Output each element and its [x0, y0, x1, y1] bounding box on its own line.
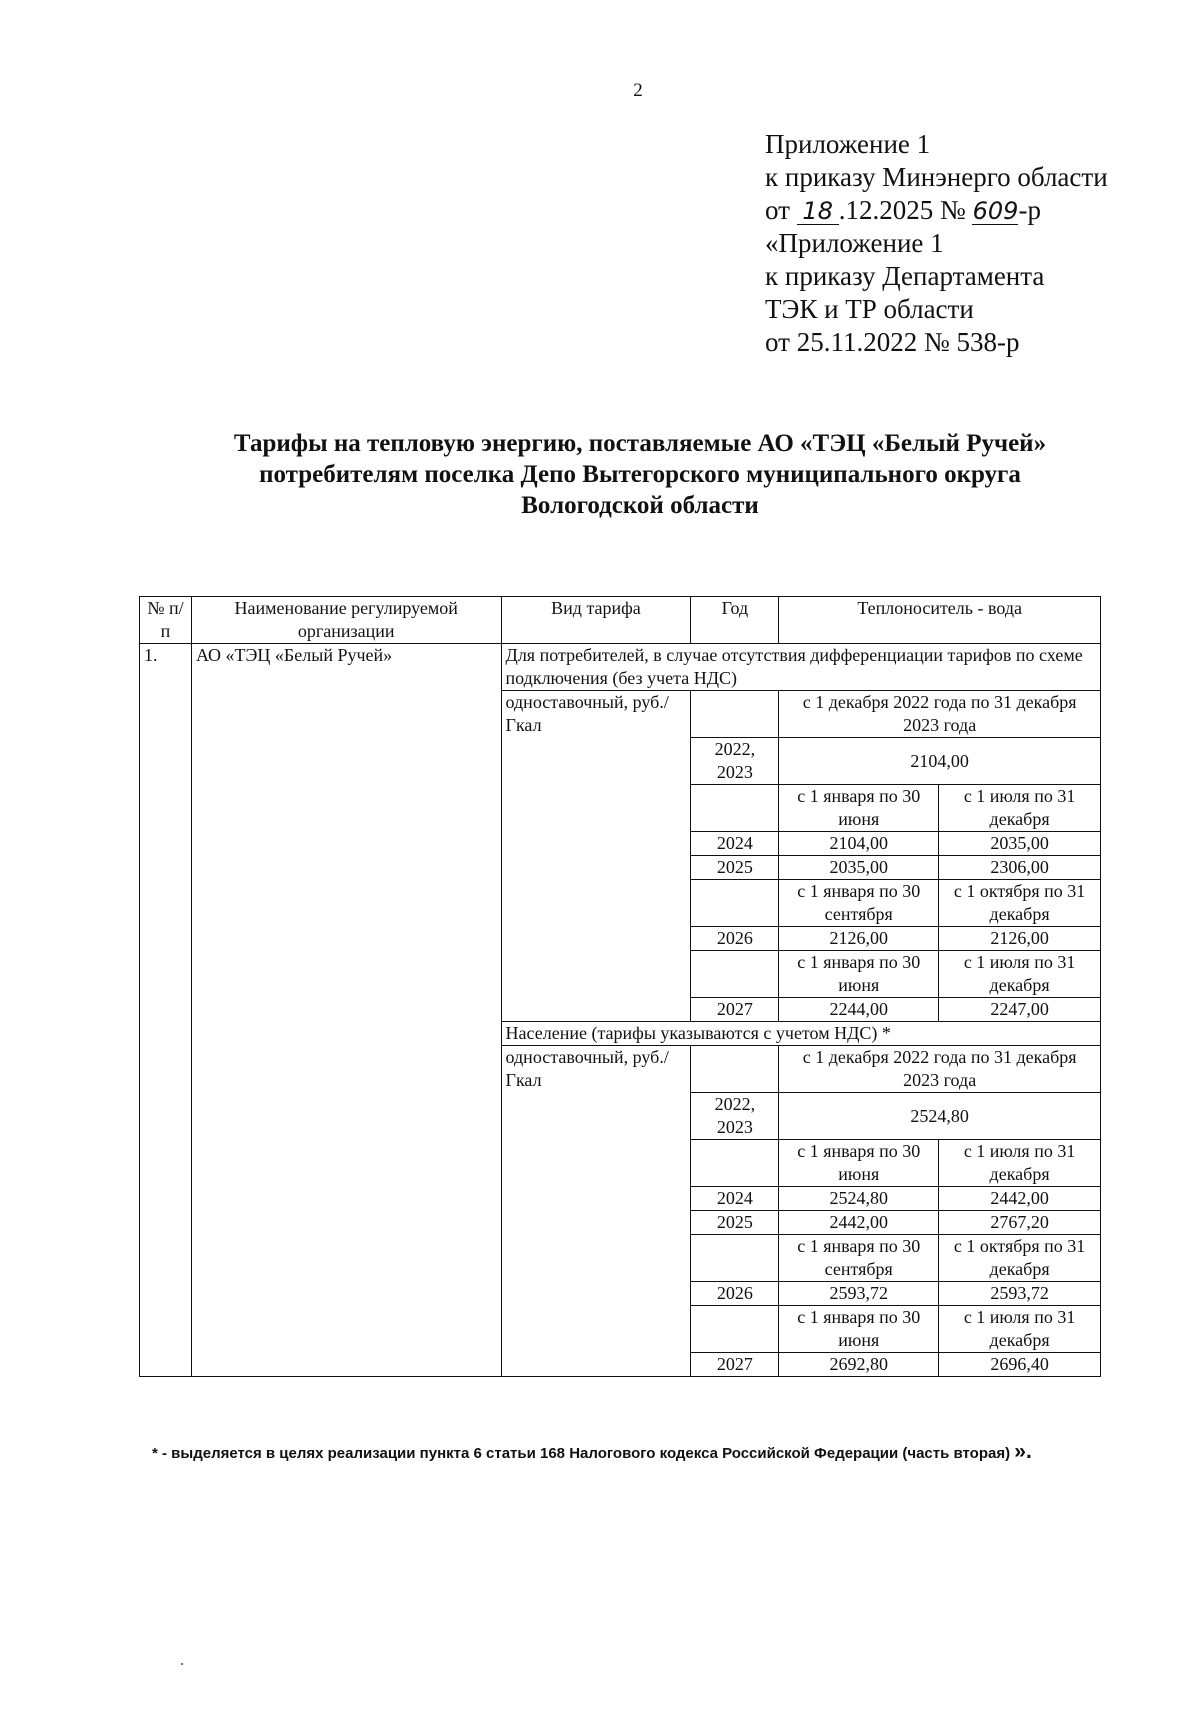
- empty-cell: [691, 1306, 779, 1353]
- empty-cell: [501, 1282, 691, 1306]
- empty-cell: [691, 1046, 779, 1093]
- appendix-block: [765, 128, 1108, 359]
- handwritten-order-number: 609: [972, 197, 1019, 225]
- section1-h2-a: с 1 января по 30 сентября: [779, 880, 939, 927]
- section1-period-2022: с 1 декабря 2022 года по 31 декабря 2023 года: [779, 691, 1101, 738]
- section1-year-2022: 2022, 2023: [691, 738, 779, 785]
- footnote-closing-quote: ».: [1014, 1440, 1032, 1463]
- header-year: Год: [691, 597, 779, 644]
- tariff-table: [139, 596, 1101, 1377]
- footnote: [152, 1440, 1032, 1464]
- empty-cell: [501, 998, 691, 1022]
- empty-cell: [501, 1211, 691, 1235]
- section2-v2024-a: 2524,80: [779, 1187, 939, 1211]
- section2-period-2022: с 1 декабря 2022 года по 31 декабря 2023 года: [779, 1046, 1101, 1093]
- section1-v2025-b: 2306,00: [939, 856, 1101, 880]
- empty-cell: [501, 1306, 691, 1353]
- empty-cell: [501, 951, 691, 998]
- appendix-line-1: Приложение 1: [765, 129, 931, 159]
- section2-v2025-b: 2767,20: [939, 1211, 1101, 1235]
- section1-v2026-a: 2126,00: [779, 927, 939, 951]
- appendix-line-5: к приказу Департамента: [765, 261, 1045, 291]
- section1-h3-b: с 1 июля по 31 декабря: [939, 951, 1101, 998]
- header-carrier: Теплоноситель - вода: [779, 597, 1101, 644]
- section1-h1-a: с 1 января по 30 июня: [779, 785, 939, 832]
- appendix-line-3: [765, 194, 1108, 227]
- appendix-line-2: к приказу Минэнерго области: [765, 162, 1108, 192]
- header-org: Наименование регулируемой организации: [191, 597, 501, 644]
- empty-cell: [691, 1235, 779, 1282]
- section1-year-2025: 2025: [691, 856, 779, 880]
- section2-title: Население (тарифы указываются с учетом НДС) *: [501, 1022, 1100, 1046]
- section1-h3-a: с 1 января по 30 июня: [779, 951, 939, 998]
- section1-tariff-type: одноставочный, руб./Гкал: [501, 691, 691, 738]
- section2-h3-b: с 1 июля по 31 декабря: [939, 1306, 1101, 1353]
- section2-year-2022: 2022, 2023: [691, 1093, 779, 1140]
- empty-cell: [501, 785, 691, 832]
- empty-cell: [691, 880, 779, 927]
- section2-h1-b: с 1 июля по 31 декабря: [939, 1140, 1101, 1187]
- handwritten-day: 18: [797, 198, 839, 225]
- scan-speck: [181, 1663, 183, 1665]
- section1-v2025-a: 2035,00: [779, 856, 939, 880]
- section2-v2024-b: 2442,00: [939, 1187, 1101, 1211]
- section2-v2026-b: 2593,72: [939, 1282, 1101, 1306]
- document-title: [150, 428, 1130, 521]
- empty-cell: [501, 1093, 691, 1140]
- empty-cell: [501, 880, 691, 927]
- section2-year-2026: 2026: [691, 1282, 779, 1306]
- section2-h2-b: с 1 октября по 31 декабря: [939, 1235, 1101, 1282]
- empty-cell: [691, 1140, 779, 1187]
- section1-v2027-b: 2247,00: [939, 998, 1101, 1022]
- appendix-line-4: «Приложение 1: [765, 228, 944, 258]
- section1-h2-b: с 1 октября по 31 декабря: [939, 880, 1101, 927]
- empty-cell: [501, 1187, 691, 1211]
- section1-year-2027: 2027: [691, 998, 779, 1022]
- empty-cell: [501, 1140, 691, 1187]
- header-type: Вид тарифа: [501, 597, 691, 644]
- section1-v2024-a: 2104,00: [779, 832, 939, 856]
- section2-v2026-a: 2593,72: [779, 1282, 939, 1306]
- row-number: 1.: [140, 644, 192, 1377]
- section2-value-2022: 2524,80: [779, 1093, 1101, 1140]
- title-line-1: Тарифы на тепловую энергию, поставляемые АО «ТЭЦ «Белый Ручей»: [233, 430, 1047, 457]
- appendix-order-suffix: -р: [1018, 195, 1041, 225]
- table-header-row: [140, 597, 1101, 644]
- section2-v2025-a: 2442,00: [779, 1211, 939, 1235]
- empty-cell: [501, 856, 691, 880]
- section1-year-2024: 2024: [691, 832, 779, 856]
- org-name: АО «ТЭЦ «Белый Ручей»: [191, 644, 501, 1377]
- title-line-2: потребителям поселка Депо Вытегорского муниципального округа: [259, 461, 1021, 488]
- page-number: 2: [633, 80, 643, 101]
- section2-v2027-b: 2696,40: [939, 1353, 1101, 1377]
- empty-cell: [691, 785, 779, 832]
- section2-h3-a: с 1 января по 30 июня: [779, 1306, 939, 1353]
- section2-h1-a: с 1 января по 30 июня: [779, 1140, 939, 1187]
- empty-cell: [501, 832, 691, 856]
- title-line-3: Вологодской области: [521, 492, 759, 519]
- footnote-text: * - выделяется в целях реализации пункта 6 статьи 168 Налогового кодекса Российской Федерации (часть вторая): [152, 1445, 1011, 1462]
- empty-cell: [501, 927, 691, 951]
- appendix-date-prefix: от: [765, 195, 790, 225]
- table-row: [140, 644, 1101, 691]
- header-num: № п/п: [140, 597, 192, 644]
- section2-h2-a: с 1 января по 30 сентября: [779, 1235, 939, 1282]
- appendix-line-6: ТЭК и ТР области: [765, 294, 974, 324]
- section1-title: Для потребителей, в случае отсутствия дифференциации тарифов по схеме подключения (без учета НДС): [501, 644, 1100, 691]
- section1-value-2022: 2104,00: [779, 738, 1101, 785]
- section2-year-2024: 2024: [691, 1187, 779, 1211]
- empty-cell: [691, 951, 779, 998]
- empty-cell: [691, 691, 779, 738]
- empty-cell: [501, 738, 691, 785]
- section1-h1-b: с 1 июля по 31 декабря: [939, 785, 1101, 832]
- section1-v2027-a: 2244,00: [779, 998, 939, 1022]
- empty-cell: [501, 1235, 691, 1282]
- empty-cell: [501, 1353, 691, 1377]
- section1-v2024-b: 2035,00: [939, 832, 1101, 856]
- section2-year-2025: 2025: [691, 1211, 779, 1235]
- appendix-date: .12.2025 №: [838, 195, 966, 225]
- section2-year-2027: 2027: [691, 1353, 779, 1377]
- appendix-line-7: от 25.11.2022 № 538-р: [765, 327, 1020, 357]
- section1-v2026-b: 2126,00: [939, 927, 1101, 951]
- section2-v2027-a: 2692,80: [779, 1353, 939, 1377]
- section1-year-2026: 2026: [691, 927, 779, 951]
- section2-tariff-type: одноставочный, руб./Гкал: [501, 1046, 691, 1093]
